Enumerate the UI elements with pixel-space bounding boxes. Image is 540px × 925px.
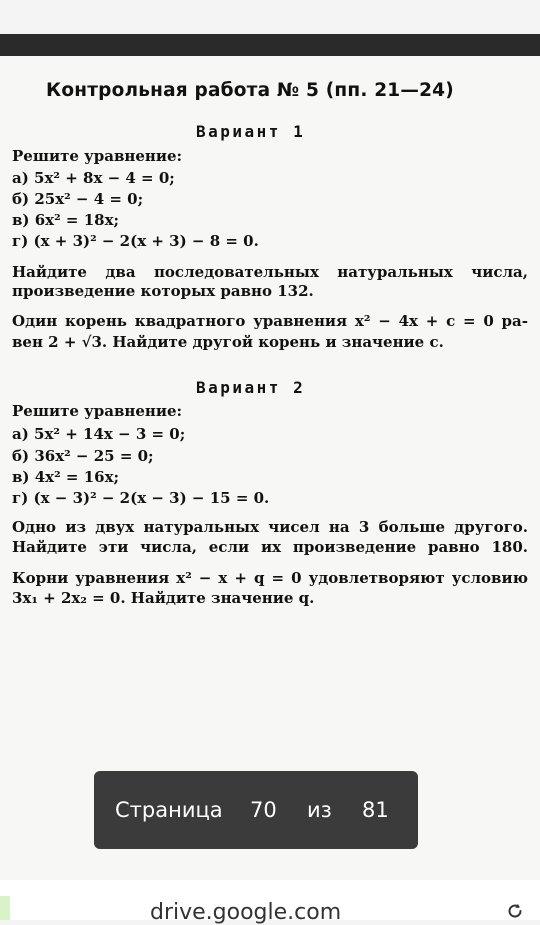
v2-task3-line1: Корни уравнения x² − x + q = 0 удовлетворяют условию	[12, 569, 528, 587]
v2-task1-b: б) 36x² − 25 = 0;	[12, 447, 154, 465]
v2-task1-g: г) (x − 3)² − 2(x − 3) − 15 = 0.	[12, 489, 270, 507]
v2-task1-intro: Решите уравнение:	[12, 402, 183, 420]
v2-task2-line2: Найдите эти числа, если их произведение равно 180.	[12, 538, 528, 556]
v1-task1-intro: Решите уравнение:	[12, 147, 183, 165]
reload-icon[interactable]	[506, 902, 524, 920]
previous-page-edge	[0, 0, 540, 34]
url-text[interactable]: drive.google.com	[150, 900, 342, 925]
current-page-number: 70	[250, 798, 277, 822]
v1-task1-v: в) 6x² = 18x;	[12, 211, 120, 229]
v1-task2-line1: Найдите два последовательных натуральных числа,	[12, 263, 528, 281]
v1-task2-line2: произведение которых равно 132.	[12, 282, 314, 300]
v1-task1-g: г) (x + 3)² − 2(x + 3) − 8 = 0.	[12, 232, 259, 250]
tab-indicator	[0, 896, 10, 920]
page-separator-label: из	[307, 798, 332, 822]
page-label: Страница	[115, 798, 223, 822]
page-title: Контрольная работа № 5 (пп. 21—24)	[46, 80, 454, 101]
v2-task1-a: а) 5x² + 14x − 3 = 0;	[12, 425, 186, 443]
page-separator-bar	[0, 34, 540, 56]
v2-task1-v: в) 4x² = 16x;	[12, 468, 120, 486]
v1-task3-line1: Один корень квадратного уравнения x² − 4x + c = 0 ра-	[12, 312, 528, 330]
variant-1-heading: Вариант 1	[196, 122, 306, 141]
v1-task1-b: б) 25x² − 4 = 0;	[12, 190, 144, 208]
variant-2-heading: Вариант 2	[196, 378, 306, 397]
page-indicator	[94, 771, 418, 849]
v1-task1-a: а) 5x² + 8x − 4 = 0;	[12, 169, 175, 187]
v2-task3-line2: 3x₁ + 2x₂ = 0. Найдите значение q.	[12, 589, 315, 607]
total-pages-number: 81	[362, 798, 389, 822]
v1-task3-line2: вен 2 + √3. Найдите другой корень и значение c.	[12, 333, 444, 351]
v2-task2-line1: Одно из двух натуральных чисел на 3 больше другого.	[12, 518, 528, 536]
